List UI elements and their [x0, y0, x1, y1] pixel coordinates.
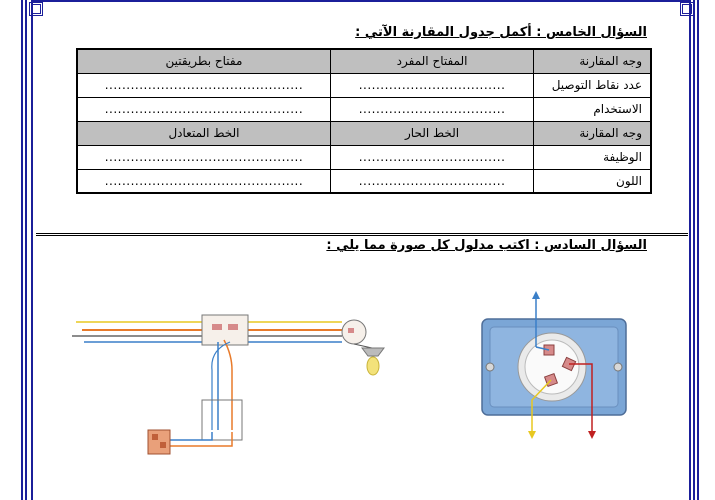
comparison-table — [76, 48, 652, 194]
table2-header-row — [77, 121, 651, 145]
table-row — [77, 73, 651, 97]
table2-header-criterion: وجه المقارنة — [534, 121, 651, 145]
table2-header-neutral-line: الخط المتعادل — [77, 121, 330, 145]
table-row — [77, 169, 651, 193]
answer-blank[interactable]: .................................. — [330, 73, 533, 97]
answer-blank[interactable]: .............................................. — [77, 145, 330, 169]
section-separator — [36, 233, 688, 236]
table2-header-hot-line: الخط الحار — [330, 121, 533, 145]
table-row — [77, 97, 651, 121]
border-corner-left — [29, 2, 43, 16]
row-label-function: الوظيفة — [534, 145, 651, 169]
answer-blank[interactable]: .............................................. — [77, 169, 330, 193]
socket-figure — [470, 285, 640, 445]
socket-icon — [518, 333, 586, 401]
border-corner-right — [680, 2, 694, 16]
table1-header-criterion: وجه المقارنة — [534, 49, 651, 73]
answer-blank[interactable]: .............................................. — [77, 73, 330, 97]
lamp-icon — [362, 348, 384, 375]
answer-blank[interactable]: .................................. — [330, 97, 533, 121]
table1-header-two-way-switch: مفتاح بطريقتين — [77, 49, 330, 73]
row-label-connection-points: عدد نقاط التوصيل — [534, 73, 651, 97]
table1-header-single-switch: المفتاح المفرد — [330, 49, 533, 73]
answer-blank[interactable]: .................................. — [330, 145, 533, 169]
row-label-color: اللون — [534, 169, 651, 193]
table1-header-row — [77, 49, 651, 73]
answer-blank[interactable]: .............................................. — [77, 97, 330, 121]
answer-blank[interactable]: .................................. — [330, 169, 533, 193]
row-label-usage: الاستخدام — [534, 97, 651, 121]
wiring-diagram-figure — [72, 300, 402, 460]
question-5-title: السؤال الخامس : أكمل جدول المقارنة الآتي : — [355, 25, 647, 40]
table-row — [77, 145, 651, 169]
question-6-title: السؤال السادس : اكتب مدلول كل صورة مما يلي : — [326, 238, 647, 253]
switch-box-icon — [148, 430, 170, 454]
